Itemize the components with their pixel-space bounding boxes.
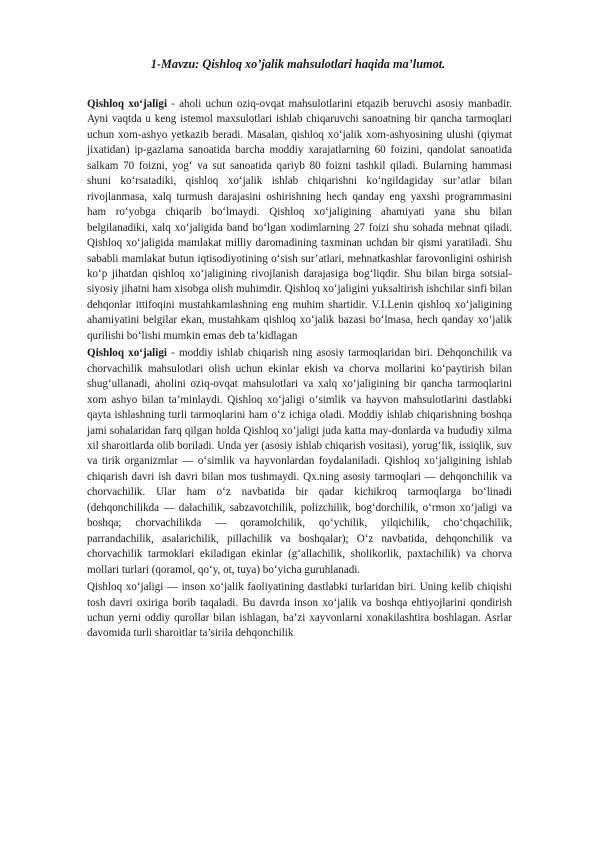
paragraph-1-term: Qishloq xo‘jaligi <box>87 98 168 110</box>
document-body <box>87 97 512 642</box>
paragraph-3 <box>87 580 512 642</box>
paragraph-1-text: - aholi uchun oziq-ovqat mahsulotlarini etqazib beruvchi asosiy manbadir. Ayni vaqtda u keng istemol maxsulotlari ishlab chiqaruvchi sanoatning bir qancha tarmoqlari uchun xom-ashyo yetkazib beradi. Masalan, qishloq xo‘jalik xom-ashyosining ulushi (qiymat jixatidan) ip-gazlama sanoatida barcha moddiy xarajatlarning 60 foizini, qandolat sanoatida salkam 70 foizni, yog‘ va sut sanoatida qariyb 80 foizni tashkil qiladi. Bularning hammasi shuni ko‘rsatadiki, qishloq xo‘jalik ishlab chiqarishni ko‘ngildagiday sur’atlar bilan rivojlanmasa, xalq turmush darajasini oshirishning hech qanday eng yaxshi programmasini ham ro‘yobga chiqarib bo‘lmaydi. Qishloq xo‘jaligining ahamiyati yana shu bilan belgilanadiki, xalq xo‘jaligida band bo‘lgan xodimlarning 27 foizi shu sohada mehnat qiladi. Qishloq xo‘jaligida mamlakat milliy daromadining taxminan uchdan bir qismi yaratiladi. Shu sababli mamlakat butun iqtisodiyotining o‘sish sur’atlari, mehnatkashlar farovonligini oshirish ko‘p jihatdan qishloq xo‘jaligining rivojlanish darajasiga bog‘liqdir. Shu bilan birga sotsial-siyosiy jihatni ham xisobga olish muhimdir. Qishloq xo‘jaligini yuksaltirish ishchilar sinfi bilan dehqonlar ittifoqini mustahkamlashning eng muhim shartidir. V.I.Lenin qishloq xo‘jaligining ahamiyatini belgilar ekan, mustahkam qishloq xo‘jalik bazasi bo‘lmasa, hech qanday xo‘jalik qurilishi bo‘lishi mumkin emas deb ta’kidlagan <box>87 98 513 342</box>
paragraph-1 <box>87 97 512 344</box>
paragraph-3-text: Qishloq xo‘jaligi — inson xo‘jalik faoliyatining dastlabki turlaridan biri. Uning kelib chiqishi tosh davri oxiriga borib taqaladi. Bu davrda inson xo‘jalik va boshqa ehtiyojlarini qondirish uchun yerni oddiy qurollar bilan ishlagan, ba’zi xayvonlarni xonakilashtira boshlagan. Asrlar davomida turli sharoitlar ta’sirila dehqonchilik <box>87 581 512 640</box>
paragraph-2-term: Qishloq xo‘jaligi <box>87 347 167 360</box>
paragraph-2-text: - moddiy ishlab chiqarish ning asosiy tarmoqlaridan biri. Dehqonchilik va chorvachilik mahsulotlari olish uchun ekinlar ekish va chorva mollarini ko‘paytirish bilan shug‘ullanadi, aholini oziq-ovqat mahsulotlari va xalq xo‘jaligining bir qancha tarmoqlarini xom ashyo bilan ta’minlaydi. Qishloq xo‘jaligi o‘simlik va hayvon mahsulotlarini dastlabki qayta ishlashning turli tarmoqlarini ham o‘z ichiga oladi. Moddiy ishlab chiqarishning boshqa jami sohalaridan farq qilgan holda Qishloq xo‘jaligi juda katta may-donlarda va hududiy xilma xil sharoitlarda olib boriladi. Unda yer (asosiy ishlab chiqarish vositasi), yorug‘lik, issiqlik, suv va tirik organizmlar — o‘simlik va hayvonlardan foydalaniladi. Qishloq xo‘jaligining ishlab chiqarish davri ish davri bilan mos tushmaydi. Qx.ning asosiy tarmoqlari — dehqonchilik va chorvachilik. Ular ham o‘z navbatida bir qadar kichikroq tarmoqlarga bo‘linadi (dehqonchilikda — dalachilik, sabzavotchilik, polizchilik, bog‘dorchilik, o‘rmon xo‘jaligi va boshqa; chorvachilikda — qoramolchilik, qo‘ychilik, yilqichilik, cho‘chqachilik, parrandachilik, asalarichilik, pillachilik va boshqalar); O‘z navbatida, dehqonchilik va chorvachilik tarmoklari ekiladigan ekinlar (g‘allachilik, sholikorlik, paxtachilik) va chorva mollari turlari (qoramol, qo‘y, ot, tuya) bo‘yicha guruhlanadi. <box>87 347 513 576</box>
document-title: 1-Mavzu: Qishloq xo’jalik mahsulotlari haqida ma’lumot. <box>150 57 446 71</box>
paragraph-2 <box>87 346 512 578</box>
